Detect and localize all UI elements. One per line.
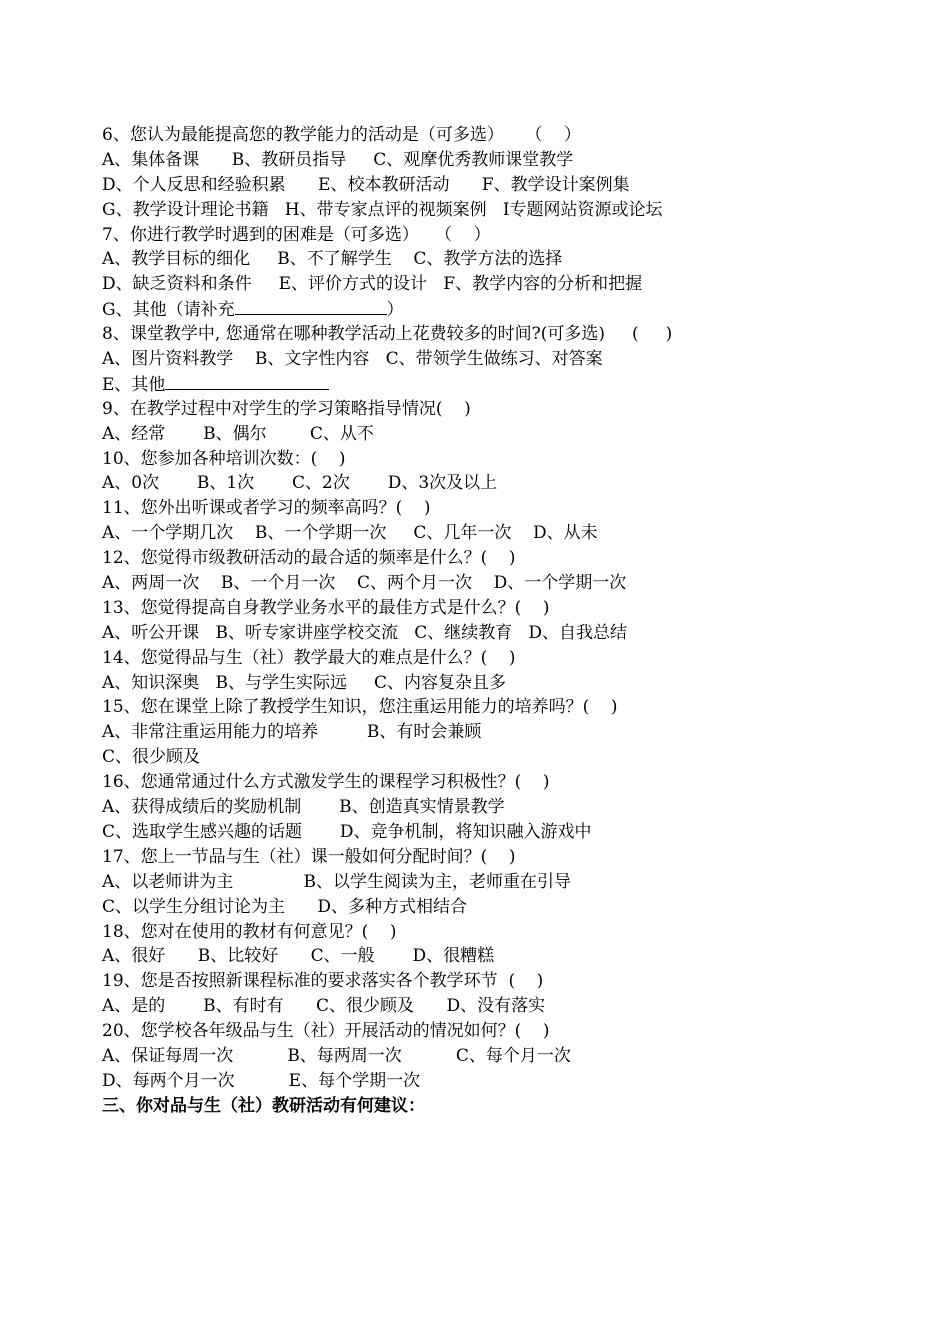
question-8-option-e-other (102, 372, 902, 397)
question-17-options-a-b: A、以老师讲为主 B、以学生阅读为主，老师重在引导 (102, 871, 572, 892)
question-7-fill-blank (235, 297, 387, 315)
question-19: 19、您是否按照新课程标准的要求落实各个教学环节 ( ) (102, 971, 544, 992)
question-7-other-label: G、其他（请补充 (102, 300, 235, 321)
question-8: 8、课堂教学中, 您通常在哪种教学活动上花费较多的时间?(可多选) ( ) (102, 324, 673, 345)
question-20-options-d-e: D、每两个月一次 E、每个学期一次 (102, 1070, 421, 1091)
questionnaire-body (102, 123, 902, 1119)
question-6-options-d-f: D、个人反思和经验积累 E、校本教研活动 F、教学设计案例集 (102, 174, 630, 195)
question-12: 12、您觉得市级教研活动的最合适的频率是什么？( ) (102, 548, 516, 569)
question-7-option-g-other (102, 297, 902, 322)
question-17-options-c-d: C、以学生分组讨论为主 D、多种方式相结合 (102, 896, 468, 917)
question-7-options-d-f: D、缺乏资料和条件 E、评价方式的设计 F、教学内容的分析和把握 (102, 274, 643, 295)
question-16-options-c-d: C、选取学生感兴趣的话题 D、竞争机制，将知识融入游戏中 (102, 821, 592, 842)
question-17: 17、您上一节品与生（社）课一般如何分配时间？( ) (102, 846, 516, 867)
question-6-options-g-i: G、教学设计理论书籍 H、带专家点评的视频案例 I专题网站资源或论坛 (102, 199, 663, 220)
question-11: 11、您外出听课或者学习的频率高吗？( ) (102, 498, 431, 519)
question-7: 7、你进行教学时遇到的困难是（可多选） （ ） (102, 224, 491, 245)
question-7-other-close: ） (386, 300, 404, 321)
question-16: 16、您通常通过什么方式激发学生的课程学习积极性？( ) (102, 772, 550, 793)
question-10: 10、您参加各种培训次数：( ) (102, 448, 346, 469)
question-6: 6、您认为最能提高您的教学能力的活动是（可多选） （ ） (102, 125, 582, 145)
question-9: 9、在教学过程中对学生的学习策略指导情况( ) (102, 398, 471, 419)
question-13-options: A、听公开课 B、听专家讲座学校交流 C、继续教育 D、自我总结 (102, 622, 628, 643)
question-9-options: A、经常 B、偶尔 C、从不 (102, 423, 374, 444)
question-8-fill-blank (165, 372, 329, 390)
question-10-options: A、0次 B、1次 C、2次 D、3次及以上 (102, 473, 498, 494)
question-20: 20、您学校各年级品与生（社）开展活动的情况如何？( ) (102, 1021, 550, 1042)
question-8-other-label: E、其他 (102, 374, 166, 395)
question-19-options: A、是的 B、有时有 C、很少顾及 D、没有落实 (102, 996, 546, 1017)
question-18-options: A、很好 B、比较好 C、一般 D、很糟糕 (102, 946, 495, 967)
question-11-options: A、一个学期几次 B、一个学期一次 C、几年一次 D、从未 (102, 523, 598, 544)
question-20-options-a-c: A、保证每周一次 B、每两周一次 C、每个月一次 (102, 1045, 571, 1066)
question-14: 14、您觉得品与生（社）教学最大的难点是什么？( ) (102, 647, 516, 668)
question-8-options-a-c: A、图片资料教学 B、文字性内容 C、带领学生做练习、对答案 (102, 349, 603, 370)
question-12-options: A、两周一次 B、一个月一次 C、两个月一次 D、一个学期一次 (102, 573, 627, 594)
question-15-option-c: C、很少顾及 (102, 747, 201, 768)
question-16-options-a-b: A、获得成绩后的奖励机制 B、创造真实情景教学 (102, 797, 505, 818)
question-6-options-a-c: A、集体备课 B、教研员指导 C、观摩优秀教师课堂教学 (102, 149, 574, 170)
question-13: 13、您觉得提高自身教学业务水平的最佳方式是什么？( ) (102, 597, 550, 618)
question-18: 18、您对在使用的教材有何意见？( ) (102, 921, 397, 942)
question-15-options-a-b: A、非常注重运用能力的培养 B、有时会兼顾 (102, 722, 482, 743)
question-7-options-a-c: A、教学目标的细化 B、不了解学生 C、教学方法的选择 (102, 249, 563, 270)
question-14-options: A、知识深奥 B、与学生实际远 C、内容复杂且多 (102, 672, 507, 693)
section-three-heading: 三、你对品与生（社）教研活动有何建议： (102, 1095, 425, 1116)
question-15: 15、您在课堂上除了教授学生知识，您注重运用能力的培养吗？( ) (102, 697, 618, 718)
